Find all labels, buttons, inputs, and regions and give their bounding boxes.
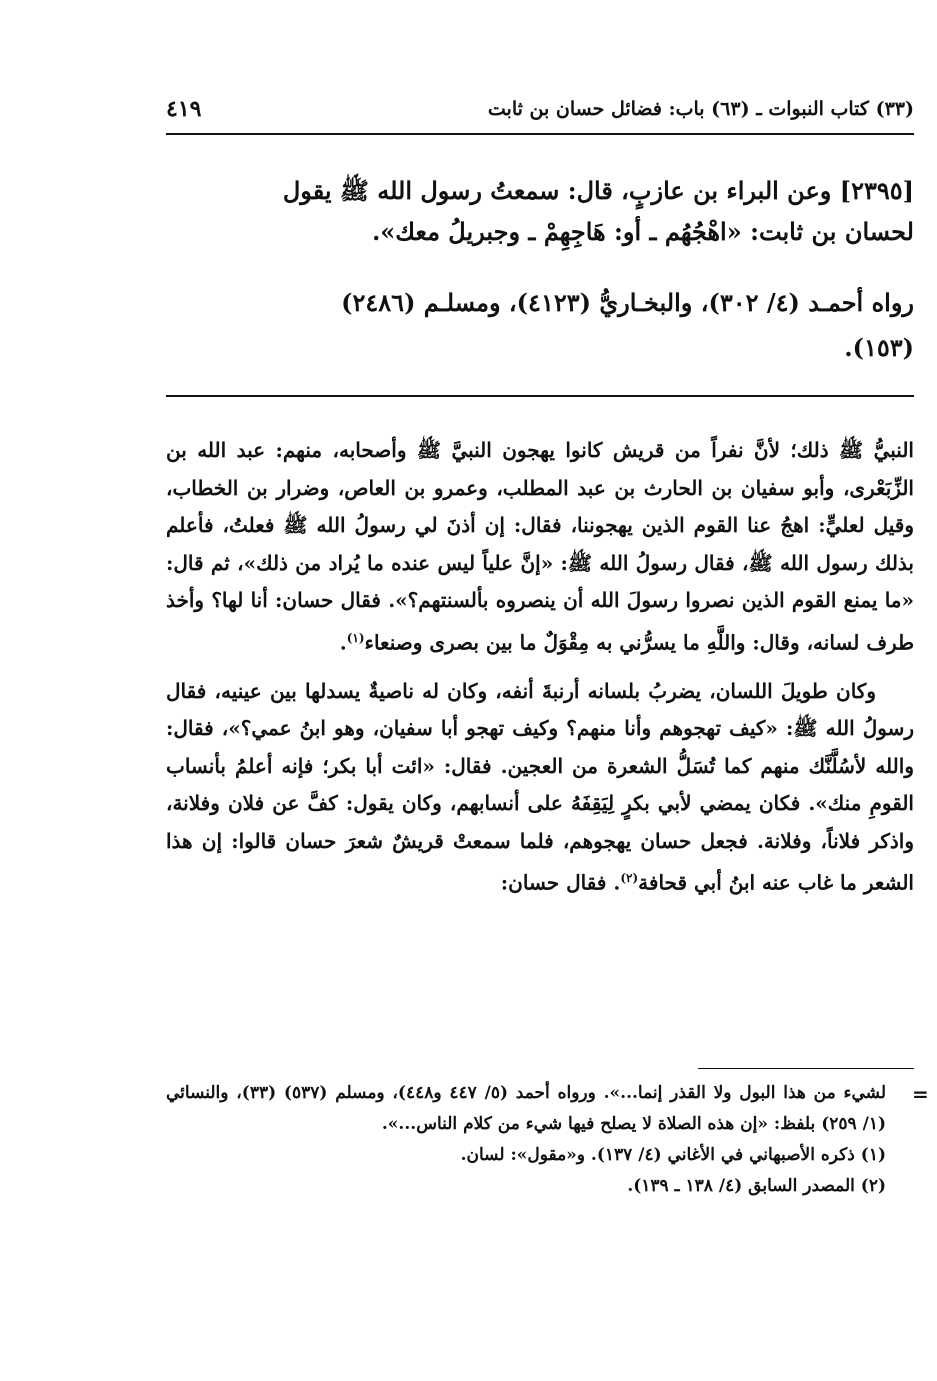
footnote-1: (١) ذكره الأصبهاني في الأغاني (٤/ ١٣٧). و«مقول»: لسان. — [460, 1145, 886, 1165]
commentary-paragraph — [166, 673, 914, 903]
header-rule — [166, 133, 914, 135]
footnote-continuation: لشيء من هذا البول ولا القذر إنما...». ورواه أحمد (٥/ ٤٤٧ و٤٤٨)، ومسلم (٥٣٧) (٣٣)، والنسائي (١/ ٢٥٩) بلفظ: «إن هذه الصلاة لا يصلح فيها شيء من كلام الناس...». — [166, 1083, 887, 1134]
hadith-text — [166, 170, 914, 252]
hadith-line: [٢٣٩٥] وعن البراء بن عازبٍ، قال: سمعتُ رسول الله ﷺ يقول — [282, 176, 914, 205]
section-divider — [166, 395, 914, 397]
hadith-sources — [166, 280, 914, 370]
footnote-ref[interactable]: (٢) — [620, 871, 639, 886]
running-header — [166, 98, 914, 132]
running-header-title: (٣٣) كتاب النبوات ـ (٦٣) باب: فضائل حسان بن ثابت — [487, 98, 914, 120]
footnotes — [166, 1078, 886, 1202]
page-number: ٤١٩ — [166, 96, 202, 122]
sources-line: (١٥٣). — [844, 333, 914, 362]
paragraph-text: وكان طويلَ اللسان، يضربُ بلسانه أرنبةَ أنفه، وكان له ناصيةٌ يسدلها بين عينيه، فقال رسولُ الله ﷺ: «كيف تهجوهم وأنا منهم؟ وكيف تهجو أبا سفيان، وهو ابنُ عمي؟»، فقال: والله لأسُلَّنَّك منهم كما تُسَلُّ الشعرة من العجين. فقال: «ائت أبا بكر؛ فإنه أعلمُ بأنساب القومِ منك». فكان يمضي لأبي بكرٍ لِيَقِفَهُ على أنسابهم، وكان يقول: كفَّ عن فلان وفلانة، واذكر فلاناً، وفلانة. فجعل حسان يهجوهم، فلما سمعتْ قريشٌ شعرَ حسان قالوا: إن هذا الشعر ما غاب عنه ابنُ أبي قحافة — [166, 678, 914, 895]
footnote-ref[interactable]: (١) — [346, 630, 365, 645]
paragraph-text-end: . فقال حسان: — [500, 870, 621, 895]
hadith-line: لحسان بن ثابت: «اهْجُهُم ـ أو: هَاجِهِمْ ـ وجبريلُ معك». — [371, 217, 914, 246]
commentary — [166, 432, 914, 913]
footnote-continuation-mark: = — [912, 1082, 929, 1106]
footnote-divider — [698, 1068, 914, 1069]
footnote-2: (٢) المصدر السابق (٤/ ١٣٨ ـ ١٣٩). — [627, 1176, 886, 1196]
sources-line: رواه أحمـد (٤/ ٣٠٢)، والبخـاريُّ (٤١٢٣)، ومسلـم (٢٤٨٦) — [341, 288, 914, 317]
paragraph-text-end: . — [339, 630, 347, 655]
paragraph-text: النبيُّ ﷺ ذلك؛ لأنَّ نفراً من قريش كانوا يهجون النبيَّ ﷺ وأصحابه، منهم: عبد الله بن الزِّبَعْرى، وأبو سفيان بن الحارث بن عبد المطلب، وعمرو بن العاص، وضرار بن الخطاب، وقيل لعليٍّ: اهجُ عنا القوم الذين يهجوننا، فقال: إن أذنَ لي رسولُ الله ﷺ فعلتُ، فأعلم بذلك رسول الله ﷺ، فقال رسولُ الله ﷺ: «إنَّ علياً ليس عنده ما يُراد من ذلك»، ثم قال: «ما يمنع القوم الذين نصروا رسولَ الله أن ينصروه بألسنتهم؟». فقال حسان: أنا لها؟ وأخذ طرف لسانه، وقال: واللَّهِ ما يسرُّني به مِقْوَلٌ ما بين بصرى وصنعاء — [166, 438, 914, 655]
commentary-paragraph — [166, 432, 914, 662]
